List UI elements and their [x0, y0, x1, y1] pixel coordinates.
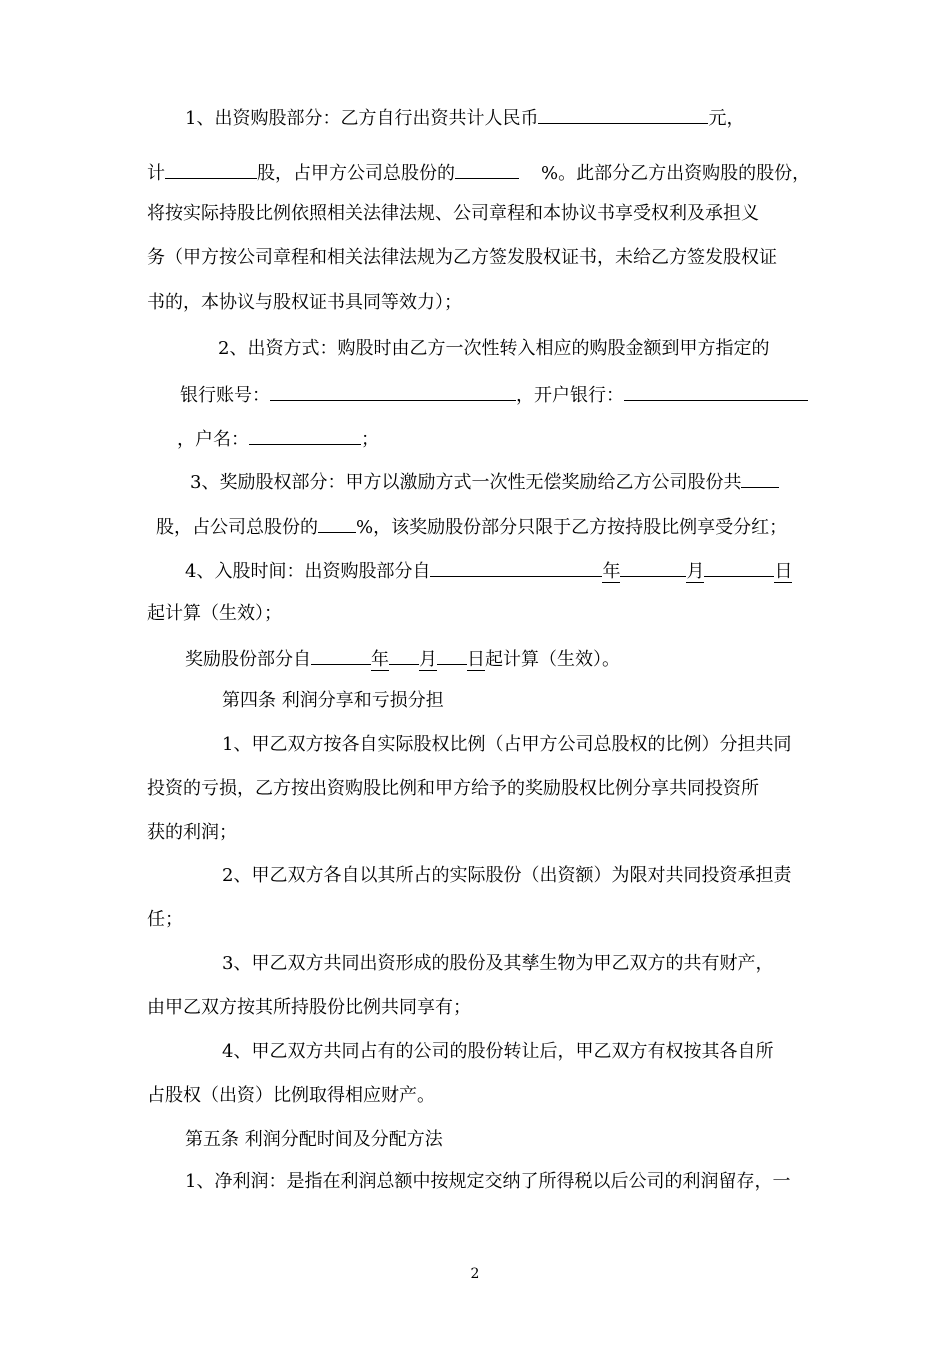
- amount-blank[interactable]: [538, 103, 708, 124]
- bank-name-blank[interactable]: [624, 380, 808, 401]
- item1-line5: 书的，本协议与股权证书具同等效力）；: [147, 292, 462, 313]
- page-number: 2: [470, 1266, 480, 1282]
- bonus-percent-blank[interactable]: [318, 512, 356, 533]
- section5-heading: 第五条 利润分配时间及分配方法: [185, 1129, 443, 1150]
- bonus-shares-blank[interactable]: [741, 467, 779, 488]
- section4-p3-line2: 由甲乙双方按其所持股份比例共同享有；: [147, 997, 471, 1018]
- bonus-month-blank[interactable]: [389, 644, 419, 665]
- purchase-day-blank[interactable]: [704, 556, 774, 577]
- item4-line3: 奖励股份部分自 年 月 日起计算（生效）。: [185, 644, 620, 672]
- section5-p1-line1: 1、净利润：是指在利润总额中按规定交纳了所得税以后公司的利润留存，一: [185, 1171, 791, 1192]
- section4-p2-line1: 2、甲乙双方各自以其所占的实际股份（出资额）为限对共同投资承担责: [222, 865, 792, 886]
- bonus-day-blank[interactable]: [437, 644, 467, 665]
- item4-line2: 起计算（生效）；: [147, 603, 282, 624]
- shares-blank[interactable]: [165, 158, 257, 179]
- item2-line1: 2、出资方式：购股时由乙方一次性转入相应的购股金额到甲方指定的: [218, 338, 770, 359]
- item2-line2: 银行账号： ，开户银行：: [180, 380, 808, 408]
- item4-line1: 4、入股时间：出资购股部分自 年 月 日: [185, 556, 792, 584]
- purchase-month-blank[interactable]: [620, 556, 686, 577]
- bonus-year-blank[interactable]: [311, 644, 371, 665]
- section4-p3-line1: 3、甲乙双方共同出资形成的股份及其孳生物为甲乙双方的共有财产，: [222, 953, 774, 974]
- item3-line2: 股，占公司总股份的 %，该奖励股份部分只限于乙方按持股比例享受分红；: [156, 512, 787, 540]
- item1-line4: 务（甲方按公司章程和相关法律法规为乙方签发股权证书，未给乙方签发股权证: [147, 247, 777, 268]
- section4-heading: 第四条 利润分享和亏损分担: [222, 690, 444, 711]
- bank-account-blank[interactable]: [270, 380, 516, 401]
- purchase-year-blank[interactable]: [430, 556, 602, 577]
- item2-line3: ，户名： ；: [177, 424, 379, 452]
- section4-p4-line1: 4、甲乙双方共同占有的公司的股份转让后，甲乙双方有权按其各自所: [222, 1041, 774, 1062]
- section4-p1-line2: 投资的亏损，乙方按出资购股比例和甲方给予的奖励股权比例分享共同投资所: [147, 778, 759, 799]
- item1-line2: 计 股，占甲方公司总股份的 %。此部分乙方出资购股的股份，: [147, 158, 810, 186]
- section4-p1-line3: 获的利润；: [147, 822, 237, 843]
- item1-line1: 1、出资购股部分：乙方自行出资共计人民币 元，: [185, 103, 744, 131]
- section4-p1-line1: 1、甲乙双方按各自实际股权比例（占甲方公司总股权的比例）分担共同: [222, 734, 792, 755]
- section4-p2-line2: 任；: [147, 909, 183, 930]
- percent-blank[interactable]: [455, 158, 519, 179]
- account-holder-blank[interactable]: [249, 424, 361, 445]
- section4-p4-line2: 占股权（出资）比例取得相应财产。: [147, 1085, 435, 1106]
- item1-line3: 将按实际持股比例依照相关法律法规、公司章程和本协议书享受权利及承担义: [147, 203, 759, 224]
- item3-line1: 3、奖励股权部分：甲方以激励方式一次性无偿奖励给乙方公司股份共: [190, 467, 779, 495]
